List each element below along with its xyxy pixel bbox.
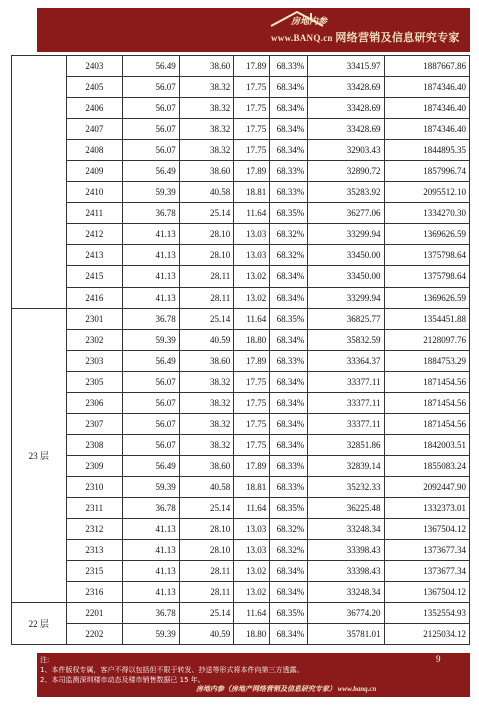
table-row (12, 519, 470, 540)
room-number: 2410 (66, 182, 123, 203)
room-number: 2306 (66, 392, 123, 413)
table-cell: 35781.01 (308, 624, 384, 645)
table-cell: 33299.94 (308, 224, 384, 245)
table-cell: 17.75 (234, 119, 270, 140)
table-cell: 17.75 (234, 434, 270, 455)
table-cell: 41.13 (123, 561, 180, 582)
site-url: www.BANQ.cn (271, 33, 333, 43)
room-number: 2407 (66, 119, 123, 140)
room-number: 2305 (66, 371, 123, 392)
room-number: 2307 (66, 413, 123, 434)
table-cell: 38.32 (179, 392, 234, 413)
table-cell: 1375798.64 (384, 245, 469, 266)
table-row (12, 77, 470, 98)
room-number: 2303 (66, 350, 123, 371)
table-cell: 2095512.10 (384, 182, 469, 203)
table-cell: 1844895.35 (384, 140, 469, 161)
room-number: 2412 (66, 224, 123, 245)
table-row (12, 245, 470, 266)
table-cell: 2128097.76 (384, 329, 469, 350)
table-row (12, 140, 470, 161)
table-cell: 38.60 (179, 350, 234, 371)
table-row (12, 561, 470, 582)
table-cell: 1855083.24 (384, 455, 469, 476)
table-cell: 11.64 (234, 603, 270, 624)
table-cell: 68.34% (270, 119, 308, 140)
floor-cell: 22 层 (12, 603, 67, 645)
table-row (12, 266, 470, 287)
table-cell: 17.75 (234, 392, 270, 413)
table-cell: 28.10 (179, 540, 234, 561)
table-row (12, 161, 470, 182)
table-body (12, 56, 470, 645)
table-cell: 1375798.64 (384, 266, 469, 287)
table-cell: 1367504.12 (384, 519, 469, 540)
table-cell: 68.34% (270, 329, 308, 350)
table-row (12, 413, 470, 434)
table-row (12, 371, 470, 392)
table-cell: 41.13 (123, 287, 180, 308)
room-number: 2409 (66, 161, 123, 182)
room-number: 2310 (66, 476, 123, 497)
table-cell: 1373677.34 (384, 561, 469, 582)
table-cell: 56.49 (123, 56, 180, 77)
table-cell: 38.32 (179, 140, 234, 161)
table-row (12, 224, 470, 245)
table-cell: 68.34% (270, 371, 308, 392)
table-cell: 38.60 (179, 56, 234, 77)
table-cell: 68.34% (270, 582, 308, 603)
footer-notes (40, 655, 303, 685)
table-cell: 38.32 (179, 371, 234, 392)
table-cell: 33248.34 (308, 582, 384, 603)
table-cell: 68.32% (270, 245, 308, 266)
room-number: 2316 (66, 582, 123, 603)
table-cell: 1352554.93 (384, 603, 469, 624)
page-number: 9 (436, 654, 441, 664)
table-cell: 36.78 (123, 203, 180, 224)
table-cell: 17.89 (234, 56, 270, 77)
table-cell: 17.75 (234, 371, 270, 392)
table-cell: 18.81 (234, 476, 270, 497)
table-cell: 13.03 (234, 245, 270, 266)
price-table (11, 55, 470, 645)
table-cell: 41.13 (123, 266, 180, 287)
room-number: 2315 (66, 561, 123, 582)
table-cell: 33428.69 (308, 77, 384, 98)
table-row (12, 455, 470, 476)
table-cell: 1373677.34 (384, 540, 469, 561)
table-cell: 68.34% (270, 624, 308, 645)
table-cell: 68.35% (270, 603, 308, 624)
floor-cell (12, 56, 67, 309)
table-cell: 68.34% (270, 287, 308, 308)
table-cell: 40.59 (179, 329, 234, 350)
table-row (12, 603, 470, 624)
table-cell: 36825.77 (308, 308, 384, 329)
table-cell: 18.80 (234, 624, 270, 645)
table-cell: 17.89 (234, 455, 270, 476)
note-1: 1、本件版权专属，客户不得以包括但不限于转发、抄送等形式将本件向第三方透露。 (40, 666, 304, 674)
table-cell: 36.78 (123, 308, 180, 329)
table-cell: 59.39 (123, 329, 180, 350)
table-cell: 59.39 (123, 182, 180, 203)
table-cell: 13.03 (234, 519, 270, 540)
table-cell: 18.81 (234, 182, 270, 203)
table-cell: 68.35% (270, 497, 308, 518)
room-number: 2413 (66, 245, 123, 266)
table-cell: 59.39 (123, 476, 180, 497)
table-cell: 68.32% (270, 540, 308, 561)
table-cell: 38.32 (179, 77, 234, 98)
table-cell: 41.13 (123, 245, 180, 266)
table-cell: 25.14 (179, 497, 234, 518)
table-cell: 36225.48 (308, 497, 384, 518)
table-cell: 56.07 (123, 371, 180, 392)
room-number: 2312 (66, 519, 123, 540)
table-cell: 28.11 (179, 582, 234, 603)
table-row (12, 497, 470, 518)
table-cell: 25.14 (179, 308, 234, 329)
table-cell: 11.64 (234, 308, 270, 329)
table-cell: 33248.34 (308, 519, 384, 540)
table-cell: 2092447.90 (384, 476, 469, 497)
table-cell: 13.03 (234, 540, 270, 561)
table-cell: 38.32 (179, 434, 234, 455)
table-row (12, 329, 470, 350)
note-label: 注: (40, 656, 50, 664)
table-cell: 68.35% (270, 308, 308, 329)
table-row (12, 182, 470, 203)
table-cell: 28.11 (179, 287, 234, 308)
table-cell: 28.11 (179, 266, 234, 287)
table-cell: 1369626.59 (384, 224, 469, 245)
table-cell: 33398.43 (308, 561, 384, 582)
table-cell: 13.02 (234, 266, 270, 287)
table-row (12, 582, 470, 603)
page-header (37, 8, 470, 52)
room-number: 2201 (66, 603, 123, 624)
table-cell: 25.14 (179, 603, 234, 624)
table-cell: 40.59 (179, 624, 234, 645)
room-number: 2408 (66, 140, 123, 161)
table-cell: 18.80 (234, 329, 270, 350)
table-cell: 1871454.56 (384, 371, 469, 392)
table-cell: 68.34% (270, 140, 308, 161)
table-cell: 1871454.56 (384, 413, 469, 434)
table-cell: 59.39 (123, 624, 180, 645)
table-cell: 32890.72 (308, 161, 384, 182)
table-row (12, 434, 470, 455)
table-cell: 38.32 (179, 119, 234, 140)
room-number: 2311 (66, 497, 123, 518)
table-cell: 25.14 (179, 203, 234, 224)
note-2: 2、本司监测深圳楼市动态及楼市销售数据已 15 年。 (40, 676, 205, 684)
table-cell: 56.07 (123, 140, 180, 161)
table-cell: 68.32% (270, 519, 308, 540)
table-cell: 17.75 (234, 98, 270, 119)
table-cell: 1857996.74 (384, 161, 469, 182)
table-cell: 41.13 (123, 582, 180, 603)
table-cell: 68.35% (270, 203, 308, 224)
table-cell: 13.02 (234, 582, 270, 603)
table-cell: 11.64 (234, 203, 270, 224)
table-cell: 36774.20 (308, 603, 384, 624)
table-row (12, 98, 470, 119)
table-cell: 13.02 (234, 561, 270, 582)
table-cell: 28.10 (179, 224, 234, 245)
table-cell: 33364.37 (308, 350, 384, 371)
room-number: 2411 (66, 203, 123, 224)
table-cell: 17.89 (234, 350, 270, 371)
table-cell: 36.78 (123, 497, 180, 518)
table-cell: 38.60 (179, 455, 234, 476)
table-cell: 38.32 (179, 413, 234, 434)
table-cell: 56.07 (123, 119, 180, 140)
table-cell: 1874346.40 (384, 77, 469, 98)
table-cell: 38.60 (179, 161, 234, 182)
table-cell: 56.49 (123, 350, 180, 371)
table-cell: 1332373.01 (384, 497, 469, 518)
room-number: 2313 (66, 540, 123, 561)
table-cell: 68.34% (270, 561, 308, 582)
table-cell: 68.32% (270, 224, 308, 245)
table-cell: 33415.97 (308, 56, 384, 77)
table-cell: 56.07 (123, 434, 180, 455)
table-row (12, 203, 470, 224)
table-cell: 36277.06 (308, 203, 384, 224)
table-cell: 56.49 (123, 161, 180, 182)
floor-cell: 23 层 (12, 308, 67, 603)
table-row (12, 119, 470, 140)
table-cell: 17.75 (234, 77, 270, 98)
table-cell: 33299.94 (308, 287, 384, 308)
room-number: 2416 (66, 287, 123, 308)
room-number: 2405 (66, 77, 123, 98)
table-cell: 32903.43 (308, 140, 384, 161)
table-cell: 68.34% (270, 98, 308, 119)
table-row (12, 287, 470, 308)
table-cell: 13.02 (234, 287, 270, 308)
table-cell: 33450.00 (308, 245, 384, 266)
table-cell: 35832.59 (308, 329, 384, 350)
table-cell: 56.07 (123, 392, 180, 413)
table-cell: 40.58 (179, 476, 234, 497)
header-title: 网络营销及信息研究专家 (335, 31, 460, 44)
table-cell: 1874346.40 (384, 119, 469, 140)
table-cell: 33377.11 (308, 392, 384, 413)
room-number: 2406 (66, 98, 123, 119)
table-cell: 68.33% (270, 182, 308, 203)
room-number: 2403 (66, 56, 123, 77)
table-cell: 1887667.86 (384, 56, 469, 77)
table-cell: 40.58 (179, 182, 234, 203)
table-cell: 68.33% (270, 56, 308, 77)
room-number: 2302 (66, 329, 123, 350)
table-row (12, 350, 470, 371)
table-cell: 35232.33 (308, 476, 384, 497)
table-cell: 1842003.51 (384, 434, 469, 455)
table-cell: 33398.43 (308, 540, 384, 561)
table-row (12, 308, 470, 329)
table-cell: 1871454.56 (384, 392, 469, 413)
table-cell: 35283.92 (308, 182, 384, 203)
table-cell: 32839.14 (308, 455, 384, 476)
table-cell: 33428.69 (308, 119, 384, 140)
table-row (12, 540, 470, 561)
table-cell: 56.07 (123, 98, 180, 119)
table-cell: 1884753.29 (384, 350, 469, 371)
table-cell: 28.11 (179, 561, 234, 582)
table-cell: 41.13 (123, 540, 180, 561)
table-cell: 41.13 (123, 519, 180, 540)
table-cell: 28.10 (179, 245, 234, 266)
table-cell: 68.34% (270, 413, 308, 434)
logo-text: 房地内参 (291, 16, 328, 26)
table-cell: 1367504.12 (384, 582, 469, 603)
table-cell: 28.10 (179, 519, 234, 540)
table-row (12, 56, 470, 77)
room-number: 2415 (66, 266, 123, 287)
header-brand (271, 29, 460, 45)
table-cell: 68.33% (270, 455, 308, 476)
table-cell: 68.34% (270, 392, 308, 413)
table-cell: 17.75 (234, 140, 270, 161)
table-cell: 56.07 (123, 77, 180, 98)
room-number: 2301 (66, 308, 123, 329)
table-cell: 1874346.40 (384, 98, 469, 119)
table-cell: 1369626.59 (384, 287, 469, 308)
table-cell: 13.03 (234, 224, 270, 245)
table-cell: 68.33% (270, 161, 308, 182)
table-cell: 32851.86 (308, 434, 384, 455)
table-cell: 38.32 (179, 98, 234, 119)
table-cell: 33450.00 (308, 266, 384, 287)
table-row (12, 624, 470, 645)
table-row (12, 392, 470, 413)
table-cell: 68.34% (270, 77, 308, 98)
table-cell: 68.34% (270, 266, 308, 287)
table-cell: 41.13 (123, 224, 180, 245)
table-cell: 33428.69 (308, 98, 384, 119)
table-cell: 33377.11 (308, 371, 384, 392)
table-cell: 36.78 (123, 603, 180, 624)
table-cell: 17.75 (234, 413, 270, 434)
table-cell: 68.34% (270, 434, 308, 455)
table-cell: 68.33% (270, 476, 308, 497)
table-cell: 2125034.12 (384, 624, 469, 645)
footer-brand: 房地内参（房地产网络营销及信息研究专家） www.banq.cn (196, 685, 377, 693)
room-number: 2308 (66, 434, 123, 455)
table-cell: 17.89 (234, 161, 270, 182)
table-cell: 56.49 (123, 455, 180, 476)
table-cell: 68.33% (270, 350, 308, 371)
room-number: 2309 (66, 455, 123, 476)
table-cell: 11.64 (234, 497, 270, 518)
table-cell: 1354451.88 (384, 308, 469, 329)
room-number: 2202 (66, 624, 123, 645)
table-cell: 56.07 (123, 413, 180, 434)
table-row (12, 476, 470, 497)
table-cell: 33377.11 (308, 413, 384, 434)
table-cell: 1334270.30 (384, 203, 469, 224)
